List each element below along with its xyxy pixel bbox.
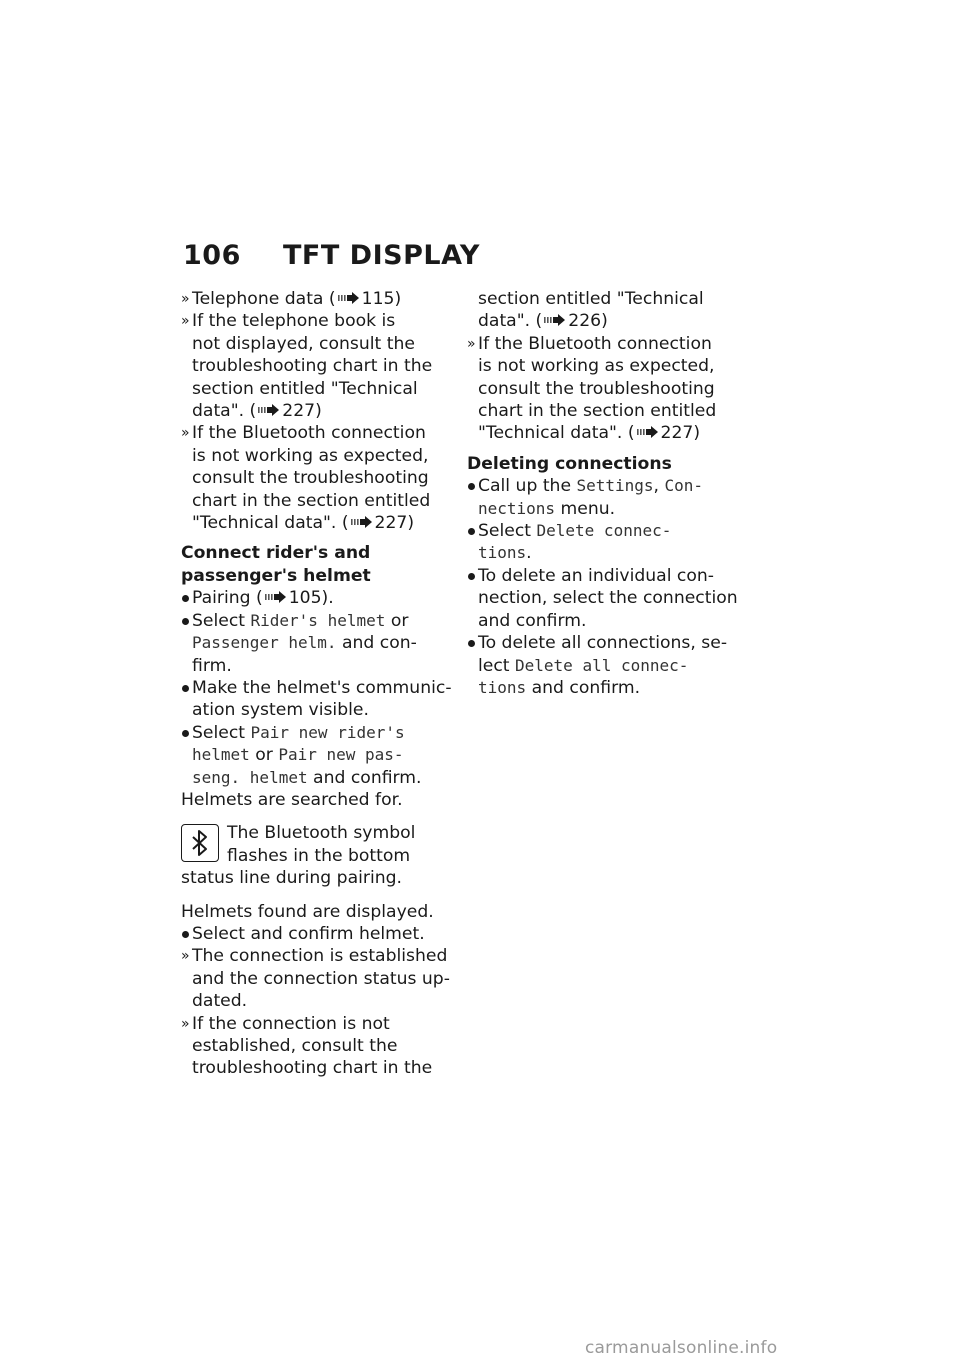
bullet-item: To delete all connections, se- bbox=[467, 632, 741, 654]
result-item: » If the Bluetooth connection bbox=[181, 423, 426, 444]
subsection-heading: passenger's helmet bbox=[181, 565, 371, 586]
double-chevron-right-icon: » bbox=[181, 948, 190, 965]
page-header bbox=[183, 240, 480, 280]
bullet-item: Select Pair new rider's bbox=[181, 722, 455, 744]
menu-option: Con- bbox=[664, 476, 704, 496]
watermark[interactable]: carmanualsonline.info bbox=[585, 1338, 778, 1358]
page-number: 106 bbox=[183, 240, 241, 271]
menu-option: Pair new pas- bbox=[278, 745, 404, 765]
page-reference[interactable]: 115) bbox=[361, 289, 402, 309]
cross-reference-arrow-icon bbox=[258, 403, 280, 417]
menu-option: Pair new rider's bbox=[250, 722, 405, 742]
bullet-item: Pairing ( 105). bbox=[181, 587, 455, 609]
left-column: » Telephone data ( 115) » If the telephone book is not displayed, consult the troubleshooting chart in the section entitled "Technical data". ( 227) » If the Bluetooth connection is not working as expected, consult the troubleshooting chart in the section entitled "Technical data". ( 227) Connect rider's and passenger's helmet Pairing ( 105). Select Rider's helmet or Passenger helm. and con- firm. Make the helmet's communic- ation system visible. Select Pair new rider's helmet or Pair new pas- seng. helmet and confirm. Helmets are searched for. The Bluetooth symbol flashes in the bottom status line during pairing. Helmets found are displayed. Select and confirm helmet. » The connection is established and the connection status up- dated. » If the connection is not established, consult the troubleshooting chart in the bbox=[181, 288, 455, 1080]
bullet-item: Make the helmet's communic- bbox=[181, 677, 455, 699]
bullet-icon bbox=[468, 640, 475, 647]
cross-reference-arrow-icon bbox=[265, 590, 287, 604]
bullet-icon bbox=[468, 573, 475, 580]
page-reference[interactable]: 105). bbox=[288, 588, 334, 609]
bullet-icon bbox=[182, 730, 189, 737]
bluetooth-note: The Bluetooth symbol flashes in the bottom status line during pairing. bbox=[181, 823, 416, 889]
page-reference[interactable]: 226) bbox=[568, 311, 608, 332]
menu-option: helmet bbox=[192, 745, 250, 765]
subsection-heading: Deleting connections bbox=[467, 453, 672, 474]
double-chevron-right-icon: » bbox=[467, 335, 476, 352]
bullet-item: Select Delete connec- bbox=[467, 520, 741, 542]
double-chevron-right-icon: » bbox=[181, 291, 190, 307]
cross-reference-arrow-icon bbox=[637, 425, 659, 439]
result-item: » If the connection is not bbox=[181, 1013, 390, 1034]
menu-option: tions bbox=[478, 677, 527, 697]
section-title: TFT DISPLAY bbox=[283, 240, 480, 271]
menu-option: Delete all connec- bbox=[515, 655, 689, 675]
bullet-item: Select Rider's helmet or bbox=[181, 610, 455, 632]
double-chevron-right-icon: » bbox=[181, 1015, 190, 1032]
result-item: » If the Bluetooth connection bbox=[467, 333, 712, 354]
menu-option: nections bbox=[478, 498, 556, 518]
menu-option: tions bbox=[478, 543, 527, 563]
double-chevron-right-icon: » bbox=[181, 313, 190, 330]
bullet-icon bbox=[182, 685, 189, 692]
bullet-icon bbox=[182, 595, 189, 602]
menu-option: Delete connec- bbox=[536, 521, 672, 541]
menu-option: Passenger helm. bbox=[192, 633, 337, 653]
page-reference[interactable]: 227) bbox=[374, 513, 415, 534]
page-reference[interactable]: 227) bbox=[660, 423, 701, 444]
double-chevron-right-icon: » bbox=[181, 425, 190, 442]
cross-reference-arrow-icon bbox=[338, 291, 360, 305]
right-column: section entitled "Technical data". ( 226) » If the Bluetooth connection is not working as expected, consult the troubleshooting chart in the section entitled "Technical data". ( 227) Deleting connections Call up the Settings, Con- nections menu. Select Delete connec- tions. To delete an individual con- nection, select the connection and confirm. To delete all connections, se- lect Delete all connec- tions and confirm. bbox=[467, 288, 741, 699]
page-reference[interactable]: 227) bbox=[282, 401, 322, 422]
subsection-heading: Connect rider's and bbox=[181, 543, 371, 564]
result-item: » Telephone data ( 115) bbox=[181, 289, 402, 309]
menu-option: seng. helmet bbox=[192, 767, 308, 787]
bullet-item: To delete an individual con- bbox=[467, 565, 741, 587]
bullet-icon bbox=[468, 528, 475, 535]
menu-option: Rider's helmet bbox=[250, 610, 386, 630]
result-item: » The connection is established bbox=[181, 946, 448, 967]
paragraph: Helmets are searched for. bbox=[181, 789, 403, 810]
cross-reference-arrow-icon bbox=[544, 313, 566, 327]
paragraph: Helmets found are displayed. bbox=[181, 901, 434, 922]
bullet-icon bbox=[468, 483, 475, 490]
bullet-icon bbox=[182, 931, 189, 938]
cross-reference-arrow-icon bbox=[351, 515, 373, 529]
menu-option: Settings bbox=[576, 476, 654, 496]
result-item: » If the telephone book is bbox=[181, 311, 396, 332]
bullet-icon bbox=[182, 618, 189, 625]
bullet-item: Call up the Settings, Con- bbox=[467, 475, 741, 497]
bullet-item: Select and confirm helmet. bbox=[181, 923, 455, 945]
